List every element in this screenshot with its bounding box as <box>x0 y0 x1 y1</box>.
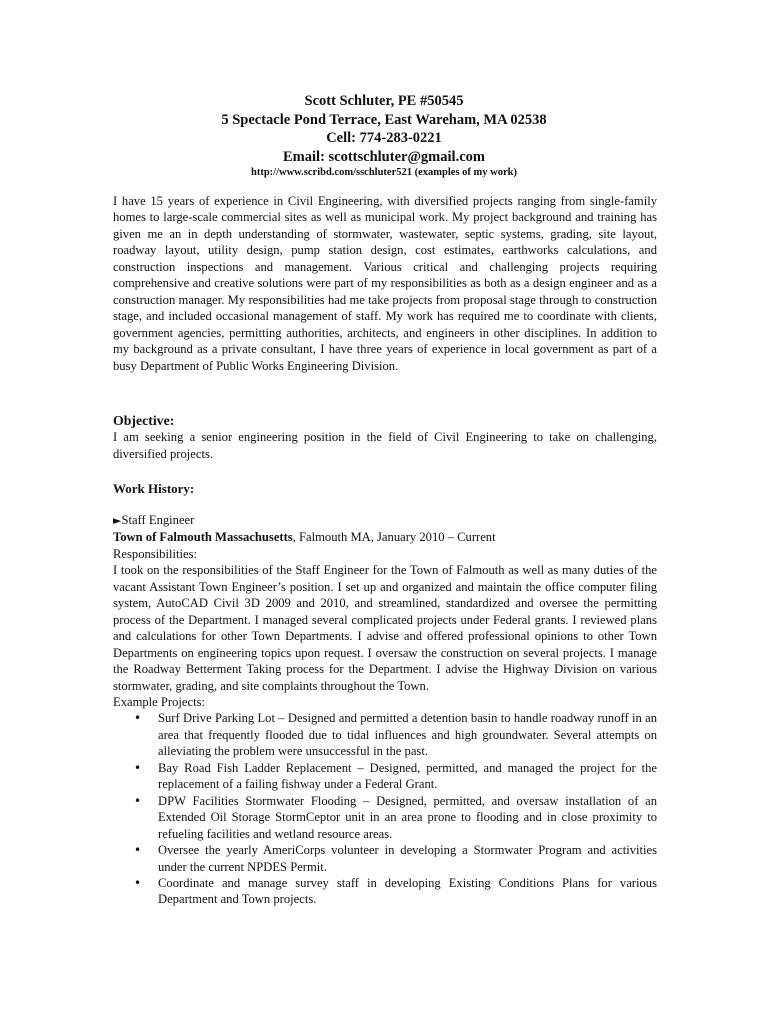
bullet-icon: • <box>134 843 142 858</box>
job-location-dates: , Falmouth MA, January 2010 – Current <box>292 530 496 545</box>
employer-name: Town of Falmouth Massachusetts <box>113 530 293 545</box>
responsibilities-text: I took on the responsibilities of the Staff Engineer for the Town of Falmouth as well as many duties of the vacant Assistant Town Engineer’s position. I set up and organized and maintain the office computer filing system, AutoCAD Civil 3D 2009 and 2010, and streamlined, standardized and oversee the permitting process of the Department. I managed several complicated projects under Federal grants. I reviewed plans and calculations for other Town Departments. I advise and offered professional opinions to other Town Departments on engineering topics upon request. I oversaw the construction on several projects. I manage the Roadway Betterment Taking process for the Department. I advise the Highway Division on various stormwater, grading, and site complaints throughout the Town. <box>113 563 657 693</box>
list-item <box>134 793 657 842</box>
list-item <box>134 842 657 875</box>
address-line: 5 Spectacle Pond Terrace, East Wareham, MA 02538 <box>221 111 547 128</box>
list-item <box>134 760 657 793</box>
list-item <box>134 710 657 759</box>
responsibilities-label: Responsibilities: <box>113 546 197 561</box>
summary-paragraph: I have 15 years of experience in Civil Engineering, with diversified projects ranging from single-family homes to large-scale commercial sites as well as municipal work. My project background and training has given me an in depth understanding of stormwater, wastewater, septic systems, grading, site layout, roadway layout, utility design, pump station design, cost estimates, earthworks calculations, and construction inspections and management. Various critical and challenging projects requiring comprehensive and creative solutions were part of my responsibilities as both as a design engineer and as a construction manager. My responsibilities had me take projects from proposal stage through to construction stage, and included occasional management of staff. My work has required me to coordinate with clients, government agencies, permitting authorities, architects, and engineers in other disciplines. In addition to my background as a private consultant, I have three years of experience in local government as part of a busy Department of Public Works Engineering Division. <box>113 194 657 373</box>
project-text: Surf Drive Parking Lot – Designed and permitted a detention basin to handle roadway runoff in an area that frequently flooded due to tidal influences and high groundwater. Several attempts on alleviating the problem were unsuccessful in the past. <box>158 711 657 759</box>
bullet-icon: • <box>134 875 142 890</box>
applicant-name: Scott Schluter, PE #50545 <box>304 93 464 109</box>
bullet-icon: • <box>134 760 142 775</box>
project-text: Bay Road Fish Ladder Replacement – Designed, permitted, and managed the project for the replacement of a failing fishway under a Federal Grant. <box>158 760 657 792</box>
employer-line <box>113 529 657 545</box>
arrow-right-icon: ► <box>113 514 122 527</box>
project-text: DPW Facilities Stormwater Flooding – Designed, permitted, and oversaw installation of an Extended Oil Storage StormCeptor unit in an area prone to flooding and in close proximity to refueling facilities and wetland resource areas. <box>158 793 657 841</box>
job-title: Staff Engineer <box>121 513 195 527</box>
project-text: Oversee the yearly AmeriCorps volunteer in developing a Stormwater Program and activities under the current NPDES Permit. <box>158 843 657 874</box>
job-entry <box>113 512 657 908</box>
example-projects-label: Example Projects: <box>113 694 205 709</box>
bullet-icon: • <box>134 793 142 808</box>
portfolio-link[interactable]: http://www.scribd.com/sschluter521 (examples of my work) <box>251 167 517 178</box>
project-text: Coordinate and manage survey staff in developing Existing Conditions Plans for various Department and Town projects. <box>158 875 657 907</box>
objective-text: I am seeking a senior engineering position in the field of Civil Engineering to take on challenging, diversified projects. <box>113 430 657 461</box>
job-title-line <box>113 512 657 529</box>
contact-header <box>0 92 768 180</box>
cell-phone: Cell: 774-283-0221 <box>326 130 442 146</box>
work-history-heading: Work History: <box>113 481 195 496</box>
project-list <box>113 710 657 907</box>
list-item <box>134 875 657 908</box>
bullet-icon: • <box>134 711 142 726</box>
objective-heading: Objective: <box>113 413 175 428</box>
email-line: Email: scottschluter@gmail.com <box>283 148 485 165</box>
